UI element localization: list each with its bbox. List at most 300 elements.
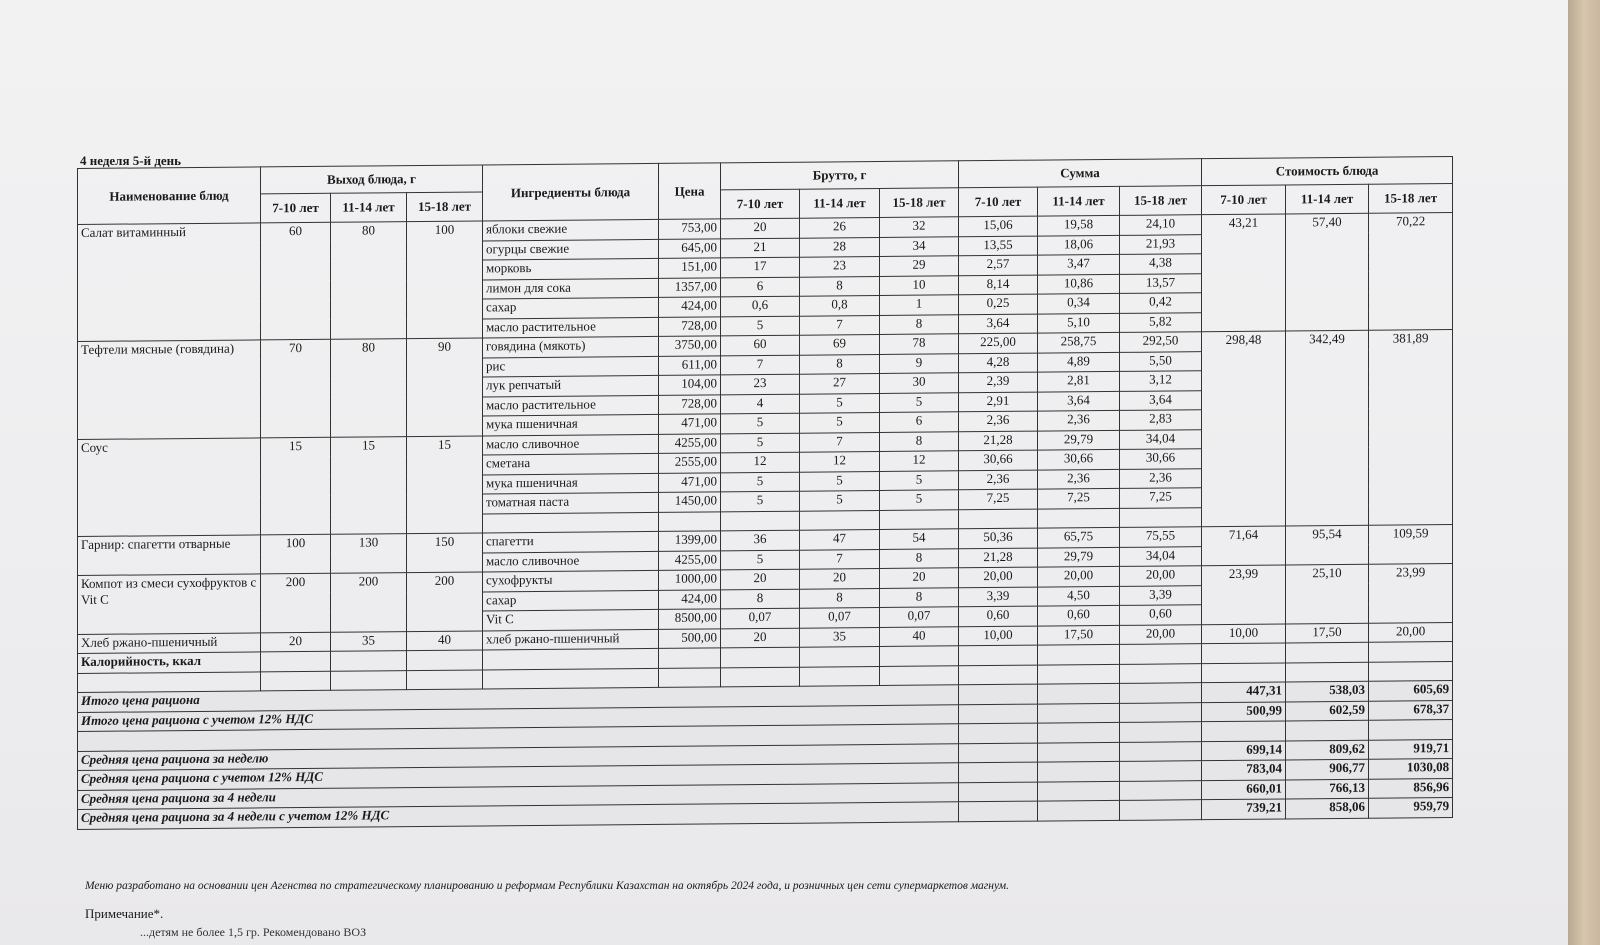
brutto-value: 21 [721,238,800,258]
sum-value: 2,36 [959,411,1038,431]
ingredient-name: томатная паста [483,492,659,513]
empty-cell [1120,780,1202,800]
total-label: Средняя цена рациона за 4 недели с учетом 12% НДС [78,802,959,829]
age-header: 7-10 лет [959,187,1038,217]
age-header: 15-18 лет [1369,183,1453,213]
ingredient-name: сухофрукты [483,570,659,591]
brutto-value: 1 [880,295,959,315]
empty-cell [1038,800,1120,820]
sum-value: 30,66 [959,450,1038,470]
brutto-value: 7 [721,355,800,375]
sum-value: 3,64 [1038,391,1120,411]
sum-value: 18,06 [1038,235,1120,255]
sum-value: 7,25 [1120,488,1202,508]
dish-output: 130 [331,534,407,574]
brutto-value: 5 [721,491,800,511]
sum-value: 2,36 [959,470,1038,490]
ingredient-name: мука пшеничная [483,414,659,435]
brutto-value: 12 [800,451,880,471]
sum-value: 20,00 [959,567,1038,587]
sum-value: 7,25 [1038,488,1120,508]
sum-value: 20,00 [1120,624,1202,644]
header-dish-name: Наименование блюд [78,167,261,225]
page-title: 4 неделя 5-й день [80,153,182,168]
brutto-value: 78 [880,334,959,354]
calories-label: Калорийность, ккал [78,652,261,673]
dish-output: 20 [261,632,331,652]
total-value [1286,720,1369,740]
empty-cell [261,671,331,691]
total-value: 783,04 [1202,760,1286,780]
brutto-value: 5 [880,392,959,412]
empty-cell [407,650,483,670]
footer-source-note: Меню разработано на основании цен Агенства по стратегическому планированию и реформам Республики Казахстан на октябрь 2024 года, и розничных цен сети супермаркетов магнум. [85,880,1010,892]
dish-output: 35 [331,631,407,651]
brutto-value: 40 [880,626,959,646]
brutto-value: 27 [800,373,880,393]
sum-value: 65,75 [1038,527,1120,547]
empty-cell [78,671,261,692]
sum-value: 4,89 [1038,352,1120,372]
ingredient-price: 424,00 [659,589,721,609]
dish-name: Соус [78,437,261,536]
age-header: 7-10 лет [261,193,331,223]
header-cost: Стоимость блюда [1202,156,1453,185]
total-value: 906,77 [1286,759,1369,779]
dish-output: 200 [261,573,331,632]
brutto-value: 7 [800,432,880,452]
ingredient-name: мука пшеничная [483,473,659,494]
empty-cell [659,667,721,687]
cut-off-line: ...детям не более 1,5 гр. Рекомендовано ВОЗ [140,925,367,939]
dish-cost: 381,89 [1369,329,1453,525]
empty-cell [1038,742,1120,762]
ingredient-price: 645,00 [659,238,721,258]
empty-cell [1038,683,1120,703]
sum-value: 10,00 [959,626,1038,646]
ingredient-price: 1357,00 [659,277,721,297]
empty-cell [959,645,1038,665]
ingredient-price: 611,00 [659,355,721,375]
total-value: 500,99 [1202,701,1286,721]
age-header: 15-18 лет [880,188,959,218]
sum-value: 20,00 [1120,566,1202,586]
total-value: 538,03 [1286,681,1369,701]
total-value: 766,13 [1286,779,1369,799]
empty-cell [959,782,1038,802]
dish-name: Компот из смеси сухофруктов с Vit C [78,574,261,634]
total-value: 858,06 [1286,798,1369,818]
sum-value: 75,55 [1120,527,1202,547]
dish-cost: 20,00 [1369,622,1453,642]
sum-value: 21,28 [959,431,1038,451]
ingredient-name: морковь [483,258,659,279]
ingredient-name: масло сливочное [483,434,659,455]
sum-value: 29,79 [1038,547,1120,567]
sum-value: 3,64 [1120,390,1202,410]
ingredient-name: сахар [483,590,659,611]
brutto-value: 47 [800,529,880,549]
brutto-value: 23 [800,256,880,276]
sum-value: 2,81 [1038,371,1120,391]
ingredient-price: 1399,00 [659,531,721,551]
ingredient-price: 1000,00 [659,570,721,590]
brutto-value: 5 [721,413,800,433]
sum-value: 2,36 [1038,469,1120,489]
empty-cell [880,665,959,685]
total-label: Итого цена рациона с учетом 12% НДС [78,704,959,731]
brutto-value: 5 [800,490,880,510]
empty-cell [880,646,959,666]
empty-cell [959,684,1038,704]
brutto-value: 17 [721,257,800,277]
sum-value: 5,50 [1120,351,1202,371]
total-value: 605,69 [1369,680,1453,700]
ingredient-price: 1450,00 [659,492,721,512]
total-value: 809,62 [1286,740,1369,760]
sum-value: 30,66 [1038,449,1120,469]
brutto-value: 35 [800,627,880,647]
empty-cell [331,651,407,671]
dish-output: 80 [331,339,407,437]
ingredient-name: лимон для сока [483,278,659,299]
sum-value: 30,66 [1120,449,1202,469]
ingredient-price: 151,00 [659,258,721,278]
brutto-value: 5 [800,412,880,432]
sum-value: 8,14 [959,275,1038,295]
menu-table [77,156,1453,830]
ingredient-price: 728,00 [659,316,721,336]
brutto-value: 12 [880,451,959,471]
brutto-value: 0,07 [880,607,959,627]
brutto-value: 60 [721,335,800,355]
brutto-value: 32 [880,217,959,237]
total-value: 678,37 [1369,700,1453,720]
totals-body [78,680,1453,829]
empty-cell [1038,664,1120,684]
brutto-value: 5 [880,490,959,510]
empty-cell [959,743,1038,763]
ingredient-price: 471,00 [659,414,721,434]
sum-value: 34,04 [1120,429,1202,449]
empty-cell [1038,722,1120,742]
sum-value: 4,28 [959,353,1038,373]
ingredient-price: 500,00 [659,628,721,648]
brutto-value: 7 [800,549,880,569]
age-header: 7-10 лет [1202,185,1286,215]
dish-output: 150 [407,533,483,573]
ingredient-price: 3750,00 [659,336,721,356]
ingredient-name: спагетти [483,531,659,552]
empty-cell [483,668,659,689]
sum-value: 15,06 [959,216,1038,236]
total-value [1369,719,1453,739]
brutto-value: 8 [880,548,959,568]
dish-output: 60 [261,222,331,340]
ingredient-price: 4255,00 [659,433,721,453]
brutto-value: 4 [721,394,800,414]
brutto-value: 10 [880,275,959,295]
sum-value: 0,60 [1038,605,1120,625]
brutto-value: 8 [880,314,959,334]
brutto-value [800,510,880,530]
brutto-value: 34 [880,236,959,256]
dish-name: Гарнир: спагетти отварные [78,535,261,576]
sum-value: 19,58 [1038,215,1120,235]
brutto-value: 6 [880,412,959,432]
dish-output: 90 [407,338,483,436]
brutto-value: 5 [721,472,800,492]
dish-cost: 71,64 [1202,526,1286,566]
sum-value: 3,64 [959,314,1038,334]
empty-cell [721,667,800,687]
ingredient-name: рис [483,356,659,377]
dish-output: 100 [407,221,483,339]
ingredient-price: 728,00 [659,394,721,414]
ingredient-price: 4255,00 [659,550,721,570]
brutto-value: 5 [800,471,880,491]
brutto-value: 5 [721,433,800,453]
ingredient-name: огурцы свежие [483,239,659,260]
ingredient-name: Vit C [483,609,659,630]
total-label: Средняя цена рациона за 4 недели [78,782,959,809]
age-header: 7-10 лет [721,189,800,219]
empty-cell [959,801,1038,821]
sum-value: 50,36 [959,528,1038,548]
sum-value: 34,04 [1120,546,1202,566]
sum-value [1120,507,1202,527]
brutto-value: 8 [800,588,880,608]
dish-output: 100 [261,534,331,574]
empty-cell [959,762,1038,782]
brutto-value: 20 [880,568,959,588]
brutto-value: 26 [800,217,880,237]
sum-value: 13,55 [959,236,1038,256]
sum-value: 2,83 [1120,410,1202,430]
total-value: 919,71 [1369,739,1453,759]
dish-output: 70 [261,339,331,437]
brutto-value: 23 [721,374,800,394]
sum-value: 0,34 [1038,293,1120,313]
dish-cost: 23,99 [1202,565,1286,624]
table-edge [1568,0,1600,945]
sum-value: 4,50 [1038,586,1120,606]
brutto-value: 29 [880,256,959,276]
dish-cost: 17,50 [1286,623,1369,643]
ingredient-name: хлеб ржано-пшеничный [483,629,659,650]
dish-output: 200 [331,573,407,632]
sum-value: 2,57 [959,255,1038,275]
dish-name: Тефтели мясные (говядина) [78,340,261,439]
brutto-value: 8 [880,431,959,451]
ingredient-name: сметана [483,453,659,474]
dish-output: 15 [261,437,331,535]
sum-value: 2,91 [959,392,1038,412]
brutto-value: 0,07 [800,607,880,627]
header-brutto: Брутто, г [721,161,959,190]
note-label: Примечание*. [85,906,164,921]
header-output: Выход блюда, г [261,165,483,194]
sum-value: 7,25 [959,489,1038,509]
empty-cell [1120,722,1202,742]
sum-value: 0,25 [959,294,1038,314]
brutto-value: 7 [800,315,880,335]
sum-value: 3,47 [1038,254,1120,274]
empty-cell [1120,663,1202,683]
sum-value: 3,39 [1120,585,1202,605]
total-label: Средняя цена рациона за неделю [78,743,959,770]
sum-value: 2,39 [959,372,1038,392]
dish-cost: 95,54 [1286,525,1369,565]
sum-value: 3,39 [959,587,1038,607]
brutto-value: 5 [800,393,880,413]
brutto-value: 54 [880,529,959,549]
empty-cell [1286,642,1369,662]
ingredient-name: говядина (мякоть) [483,336,659,357]
empty-cell [1286,662,1369,682]
brutto-value: 5 [880,470,959,490]
empty-cell [1120,800,1202,820]
sum-value: 292,50 [1120,332,1202,352]
sum-value: 0,60 [959,606,1038,626]
sum-value: 2,36 [1038,410,1120,430]
sum-value: 13,57 [1120,273,1202,293]
brutto-value [880,509,959,529]
dish-cost: 10,00 [1202,623,1286,643]
sum-value: 24,10 [1120,215,1202,235]
total-value: 959,79 [1369,797,1453,817]
empty-cell [407,669,483,689]
sum-value: 5,82 [1120,312,1202,332]
dish-cost: 70,22 [1369,212,1453,330]
empty-cell [1120,741,1202,761]
brutto-value: 20 [721,569,800,589]
dish-cost: 43,21 [1202,214,1286,332]
empty-cell [959,665,1038,685]
empty-cell [1038,761,1120,781]
header-price: Цена [659,163,721,220]
sum-value [959,509,1038,529]
brutto-value: 20 [800,568,880,588]
dish-output: 15 [331,436,407,534]
sum-value: 10,86 [1038,274,1120,294]
ingredient-name [483,512,659,533]
brutto-value: 5 [721,550,800,570]
dish-cost: 109,59 [1369,524,1453,564]
brutto-value: 28 [800,237,880,257]
sum-value: 3,12 [1120,371,1202,391]
dish-cost: 298,48 [1202,331,1286,527]
sum-value: 20,00 [1038,566,1120,586]
dish-cost: 342,49 [1286,330,1369,526]
total-value: 856,96 [1369,778,1453,798]
ingredient-name: масло растительное [483,395,659,416]
sum-value: 258,75 [1038,332,1120,352]
empty-cell [483,648,659,669]
ingredient-name: сахар [483,297,659,318]
header-ingredients: Ингредиенты блюда [483,163,659,221]
age-header: 15-18 лет [1120,186,1202,216]
empty-cell [1120,761,1202,781]
brutto-value: 0,6 [721,296,800,316]
empty-cell [1038,644,1120,664]
brutto-value [721,511,800,531]
empty-cell [800,646,880,666]
sum-value: 5,10 [1038,313,1120,333]
dish-output: 200 [407,572,483,631]
dish-output: 15 [407,435,483,533]
ingredient-price [659,511,721,531]
empty-cell [659,648,721,668]
empty-cell [1038,703,1120,723]
empty-cell [1369,661,1453,681]
brutto-value: 20 [721,218,800,238]
ingredient-name: масло сливочное [483,551,659,572]
age-header: 11-14 лет [331,193,407,223]
brutto-value: 30 [880,373,959,393]
brutto-value: 6 [721,277,800,297]
ingredient-name: масло растительное [483,317,659,338]
sum-value: 17,50 [1038,625,1120,645]
sum-value: 29,79 [1038,430,1120,450]
empty-cell [1120,644,1202,664]
total-value: 1030,08 [1369,758,1453,778]
ingredient-price: 753,00 [659,219,721,239]
sum-value: 0,60 [1120,605,1202,625]
ingredient-price: 424,00 [659,297,721,317]
brutto-value: 9 [880,353,959,373]
brutto-value: 69 [800,334,880,354]
ingredient-name: яблоки свежие [483,219,659,240]
brutto-value: 12 [721,452,800,472]
ingredient-name: лук репчатый [483,375,659,396]
empty-cell [331,670,407,690]
age-header: 11-14 лет [800,188,880,218]
brutto-value: 5 [721,316,800,336]
dish-cost: 23,99 [1369,563,1453,622]
total-value: 447,31 [1202,682,1286,702]
empty-cell [800,666,880,686]
brutto-value: 8 [721,589,800,609]
dish-cost: 57,40 [1286,213,1369,331]
dish-cost: 25,10 [1286,564,1369,623]
sum-value: 21,28 [959,548,1038,568]
brutto-value: 8 [880,587,959,607]
dish-name: Хлеб ржано-пшеничный [78,632,261,653]
age-header: 15-18 лет [407,192,483,222]
total-label: Средняя цена рациона с учетом 12% НДС [78,763,959,790]
empty-cell [959,723,1038,743]
total-value: 660,01 [1202,779,1286,799]
brutto-value: 0,07 [721,608,800,628]
empty-cell [1038,781,1120,801]
brutto-value: 20 [721,628,800,648]
sum-value: 2,36 [1120,468,1202,488]
dish-output: 40 [407,630,483,650]
dish-output: 80 [331,222,407,340]
age-header: 11-14 лет [1038,186,1120,216]
total-value [1202,721,1286,741]
brutto-value: 36 [721,530,800,550]
ingredient-price: 471,00 [659,472,721,492]
sum-value: 0,42 [1120,293,1202,313]
total-value: 739,21 [1202,799,1286,819]
sum-value: 4,38 [1120,254,1202,274]
empty-cell [1120,702,1202,722]
empty-cell [959,704,1038,724]
total-value: 602,59 [1286,701,1369,721]
empty-cell [1120,683,1202,703]
